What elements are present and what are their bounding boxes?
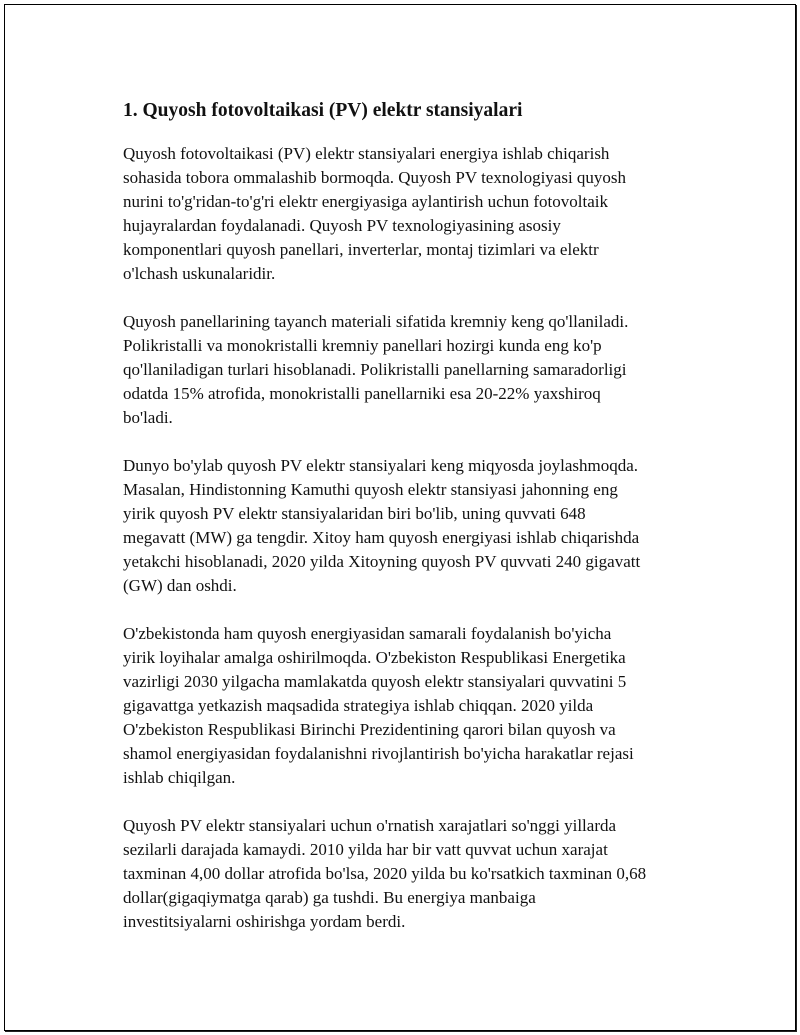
- section-title: 1. Quyosh fotovoltaikasi (PV) elektr stansiyalari: [123, 100, 523, 121]
- document-page: [4, 4, 796, 1031]
- paragraph-world-stations: Dunyo bo'ylab quyosh PV elektr stansiyalari keng miqyosda joylashmoqda. Masalan, Hindistonning Kamuthi quyosh elektr stansiyasi jahonning eng yirik quyosh PV elektr stansiyalaridan biri bo'lib, uning quvvati 648 megavatt (MW) ga tengdir. Xitoy ham quyosh energiyasi ishlab chiqarishda yetakchi hisoblanadi, 2020 yilda Xitoyning quyosh PV quvvati 240 gigavatt (GW) dan oshdi.: [123, 456, 641, 595]
- paragraph-intro: Quyosh fotovoltaikasi (PV) elektr stansiyalari energiya ishlab chiqarish sohasida tobora ommalashib bormoqda. Quyosh PV texnologiyasi quyosh nurini to'g'ridan-to'g'ri elektr energiyasiga aylantirish uchun fotovoltaik hujayralardan foydalanadi. Quyosh PV texnologiyasining asosiy komponentlari quyosh panellari, inverterlar, montaj tizimlari va elektr o'lchash uskunalaridir.: [123, 144, 627, 283]
- paragraph-silicon-panels: Quyosh panellarining tayanch materiali sifatida kremniy keng qo'llaniladi. Polikristalli va monokristalli kremniy panellari hozirgi kunda eng ko'p qo'llaniladigan turlari hisoblanadi. Polikristalli panellarning samaradorligi odatda 15% atrofida, monokristalli panellarniki esa 20-22% yaxshiroq bo'ladi.: [123, 312, 629, 427]
- paragraph-costs: Quyosh PV elektr stansiyalari uchun o'rnatish xarajatlari so'nggi yillarda sezilarli darajada kamaydi. 2010 yilda har bir vatt quvvat uchun xarajat taxminan 4,00 dollar atrofida bo'lsa, 2020 yilda bu ko'rsatkich taxminan 0,68 dollar(gigaqiymatga qarab) ga tushdi. Bu energiya manbaiga investitsiyalarni oshirishga yordam berdi.: [123, 816, 647, 931]
- paragraph-uzbekistan: O'zbekistonda ham quyosh energiyasidan samarali foydalanish bo'yicha yirik loyihalar amalga oshirilmoqda. O'zbekiston Respublikasi Energetika vazirligi 2030 yilgacha mamlakatda quyosh elektr stansiyalari quvvatini 5 gigavattga yetkazish maqsadida strategiya ishlab chiqqan. 2020 yilda O'zbekiston Respublikasi Birinchi Prezidentining qarori bilan quyosh va shamol energiyasidan foydalanishni rivojlantirish bo'yicha harakatlar rejasi ishlab chiqilgan.: [123, 624, 634, 787]
- document-content: [123, 99, 698, 958]
